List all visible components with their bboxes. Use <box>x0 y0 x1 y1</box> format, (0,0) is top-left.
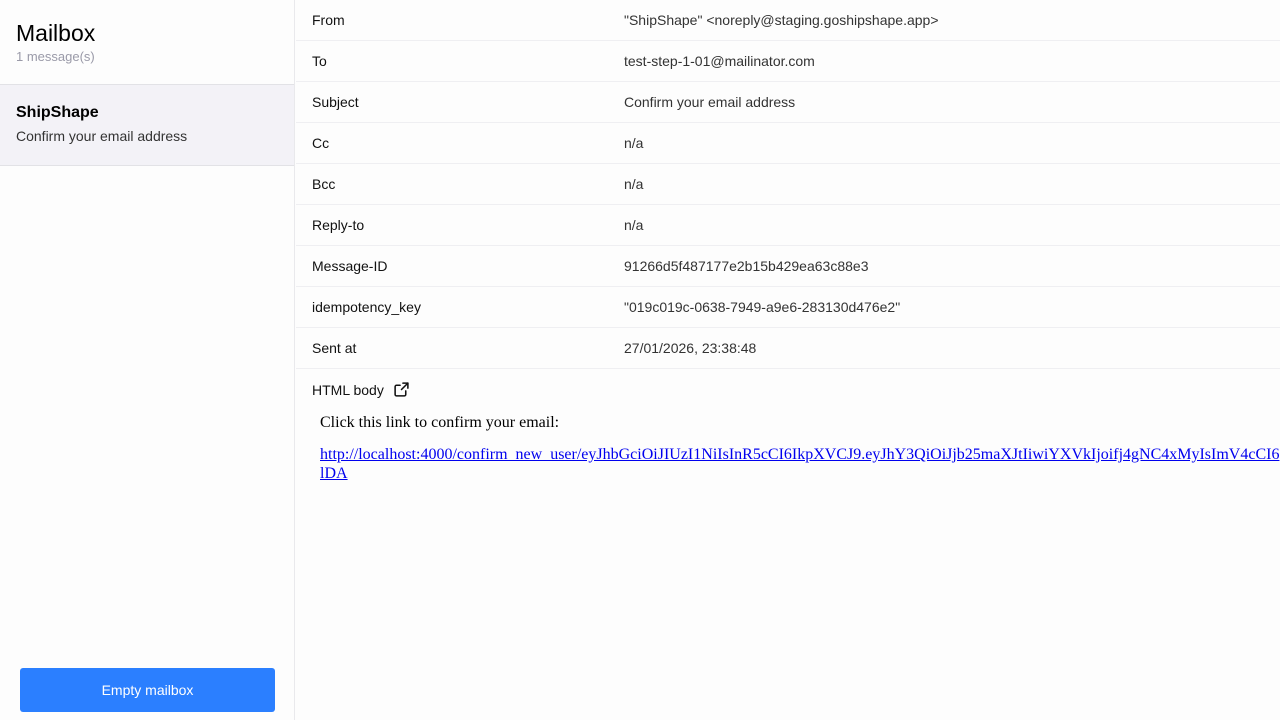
header-key: Message-ID <box>312 258 388 274</box>
header-value: n/a <box>624 135 644 151</box>
header-key: Sent at <box>312 340 357 356</box>
header-value: 27/01/2026, 23:38:48 <box>624 340 757 356</box>
header-value: n/a <box>624 176 644 192</box>
header-value: "019c019c-0638-7949-a9e6-283130d476e2" <box>624 299 901 315</box>
header-key: Cc <box>312 135 330 151</box>
message-sender: ShipShape <box>16 104 99 121</box>
header-row <box>296 287 1280 328</box>
body-text: Click this link to confirm your email: <box>320 414 560 431</box>
html-body-label: HTML body <box>312 381 384 398</box>
header-row <box>296 41 1280 82</box>
html-body-content <box>296 410 1280 487</box>
confirm-link-line1: http://localhost:4000/confirm_new_user/eyJhbGciOiJIUzI1NiIsInR5cCI6IkpXVCJ9.eyJhY3QiOiJjb25maXJtIiwiYXVkIjoifj4gNC4xMyIsImV4cCI6 <box>320 446 1280 463</box>
message-count: 1 message(s) <box>16 49 95 64</box>
header-row <box>296 0 1280 41</box>
header-row <box>296 82 1280 123</box>
open-external-icon[interactable] <box>393 381 410 398</box>
header-row <box>296 328 1280 369</box>
header-value: Confirm your email address <box>624 94 796 110</box>
header-key: Bcc <box>312 176 336 192</box>
message-detail <box>296 0 1280 720</box>
confirm-link[interactable] <box>320 445 1280 483</box>
header-value: test-step-1-01@mailinator.com <box>624 53 815 69</box>
header-value: 91266d5f487177e2b15b429ea63c88e3 <box>624 258 869 274</box>
confirm-link-line2: lDA <box>320 465 348 482</box>
header-row <box>296 123 1280 164</box>
header-row <box>296 205 1280 246</box>
header-value: "ShipShape" <noreply@staging.goshipshape.app> <box>624 12 939 28</box>
header-key: Reply-to <box>312 217 365 233</box>
message-list-item[interactable] <box>0 85 294 166</box>
header-row <box>296 246 1280 287</box>
header-key: To <box>312 53 327 69</box>
message-subject: Confirm your email address <box>16 128 188 144</box>
sidebar-header <box>0 0 294 85</box>
header-row <box>296 164 1280 205</box>
mailbox-title: Mailbox <box>16 20 96 46</box>
header-key: Subject <box>312 94 359 110</box>
html-body-header <box>296 369 1280 410</box>
header-key: idempotency_key <box>312 299 421 315</box>
header-key: From <box>312 12 345 28</box>
header-value: n/a <box>624 217 644 233</box>
mailbox-sidebar <box>0 0 295 720</box>
empty-mailbox-button[interactable]: Empty mailbox <box>20 668 275 712</box>
